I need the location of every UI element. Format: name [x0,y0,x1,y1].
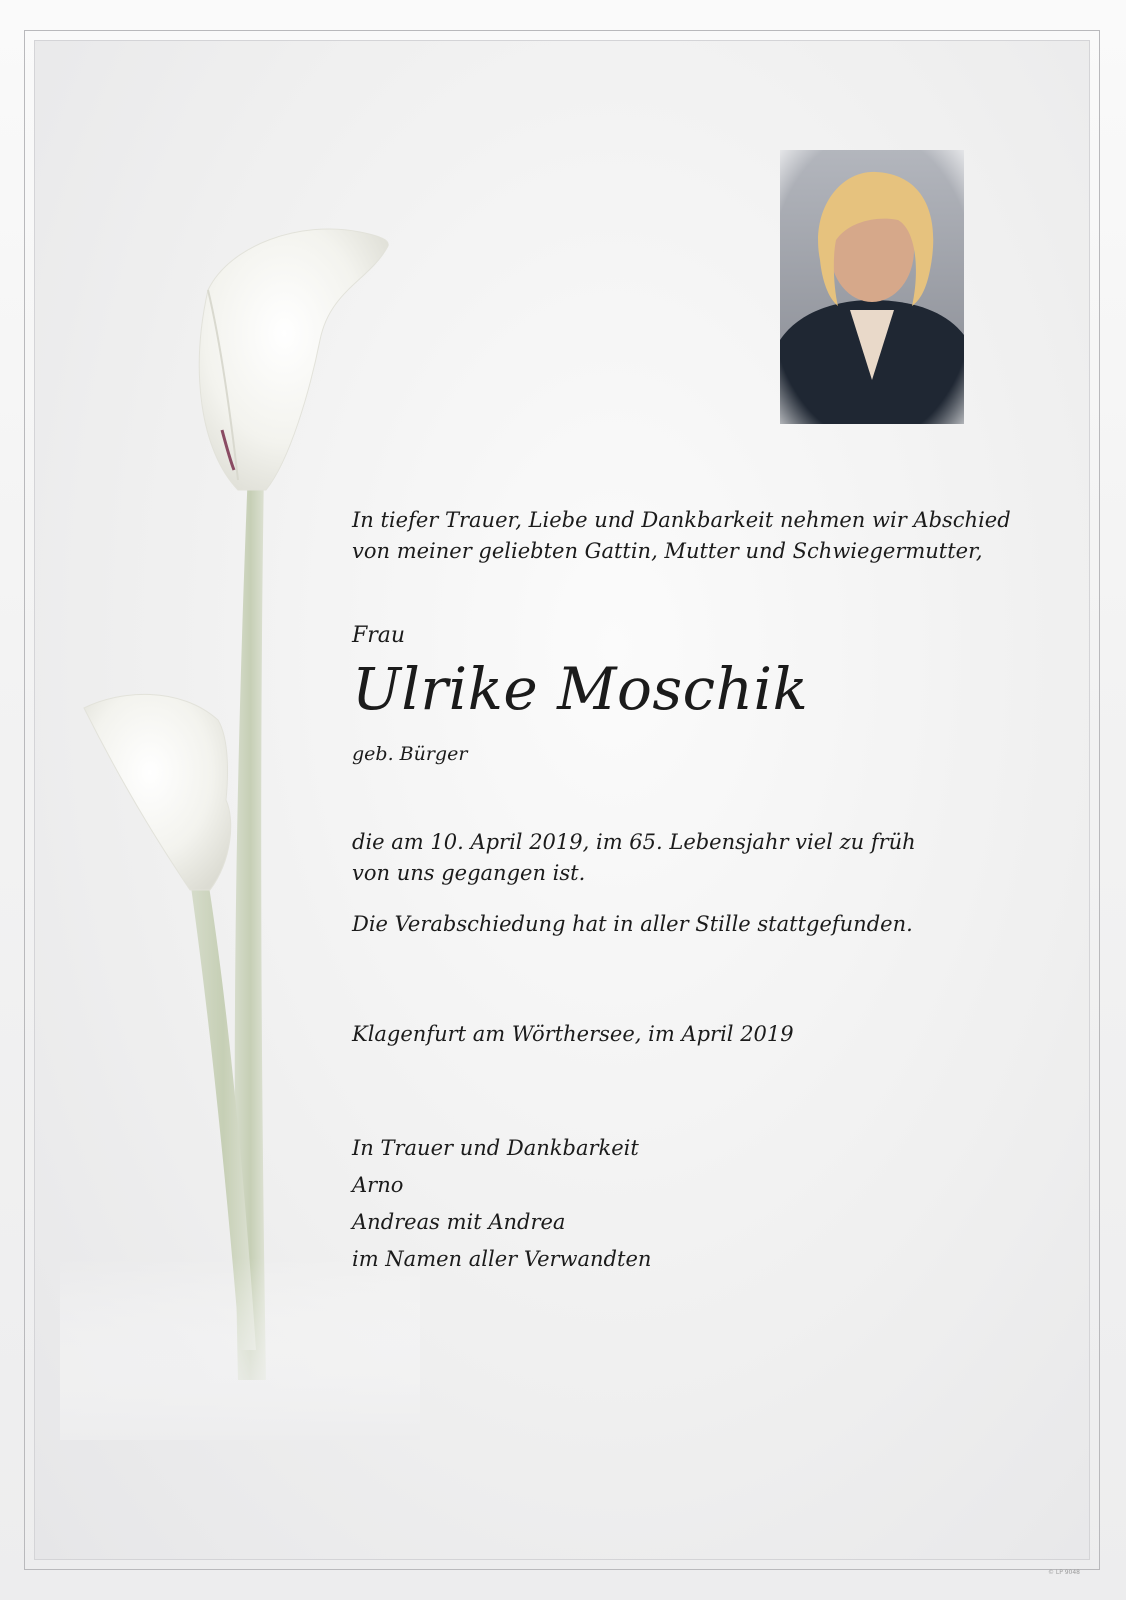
farewell-note: Die Verabschiedung hat in aller Stille stattgefunden. [352,912,913,936]
birth-name: geb. Bürger [352,743,468,765]
obituary-text [352,505,1032,1271]
intro-line-1: In tiefer Trauer, Liebe und Dankbarkeit nehmen wir Abschied [352,508,1011,532]
honorific-title: Frau [352,623,406,648]
death-line-1: die am 10. April 2019, im 65. Lebensjahr viel zu früh [352,830,916,854]
death-statement [352,827,916,889]
mourner-line: Andreas mit Andrea [352,1210,566,1234]
intro-text [352,505,1032,567]
place-and-date: Klagenfurt am Wörthersee, im April 2019 [352,1022,794,1046]
deceased-name: Ulrike Moschik [352,655,809,723]
mourner-line: Arno [352,1173,404,1197]
mourner-line: In Trauer und Dankbarkeit [352,1136,639,1160]
deceased-portrait-photo [780,150,964,424]
death-line-2: von uns gegangen ist. [352,861,586,885]
intro-line-2: von meiner geliebten Gattin, Mutter und Schwiegermutter, [352,539,983,563]
mourners-list [352,1130,651,1278]
print-code: © LP 9048 [1047,1569,1080,1576]
mourner-line: im Namen aller Verwandten [352,1247,652,1271]
